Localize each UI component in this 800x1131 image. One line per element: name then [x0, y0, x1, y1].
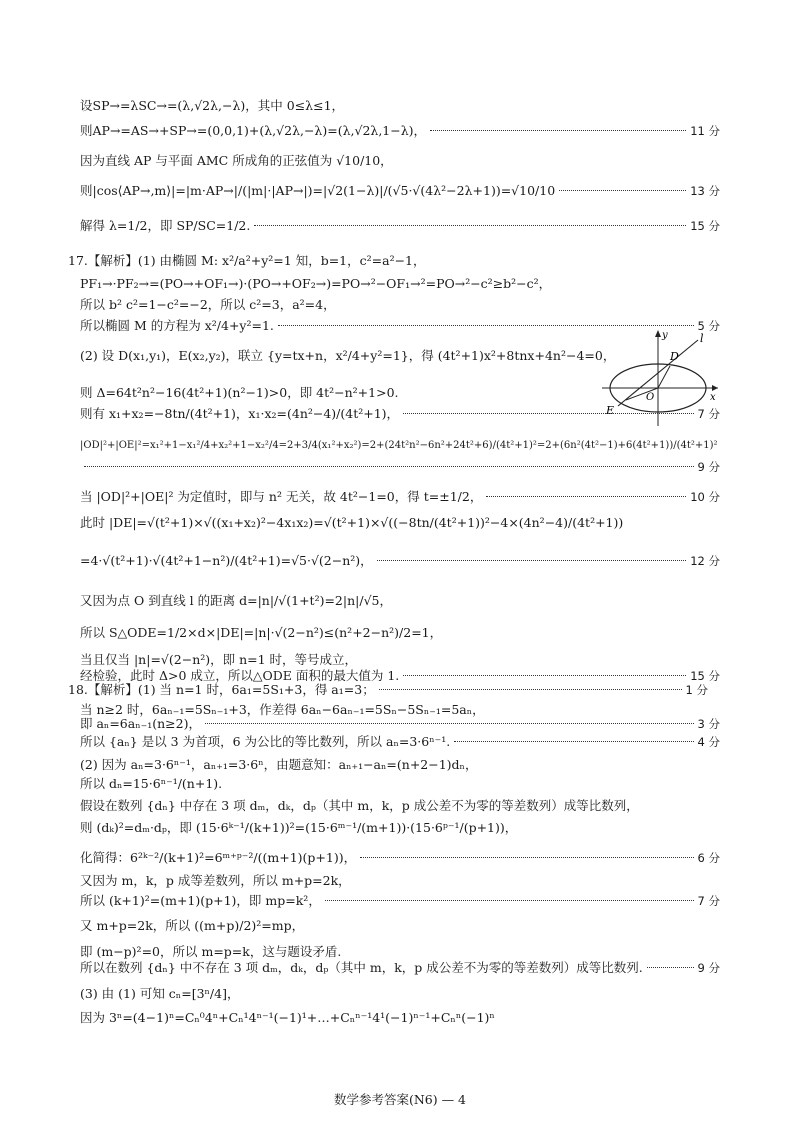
score-mark: 7 分: [697, 894, 720, 908]
label-e: E: [606, 404, 615, 417]
solution-line: [80, 460, 720, 475]
line-text: 所以 {aₙ} 是以 3 为首项，6 为公比的等比数列，所以 aₙ=3·6ⁿ⁻¹.: [80, 734, 451, 749]
line-text: 所以在数列 {dₙ} 中不存在 3 项 dₘ，dₖ，dₚ（其中 m，k，p 成公差不为零的等差数列）成等比数列.: [80, 960, 643, 975]
line-text: 18.【解析】(1) 当 n=1 时，6a₁=5S₁+3，得 a₁=3；: [68, 682, 375, 697]
line-text: 当 |OD|²+|OE|² 为定值时，即与 n² 无关，故 4t²−1=0，得 t=±1/2，: [80, 489, 483, 504]
line-text: 所以 S△ODE=1/2×d×|DE|=|n|·√(2−n²)≤(n²+2−n²)/2=1，: [80, 625, 443, 640]
line-text: 经检验，此时 Δ>0 成立，所以△ODE 面积的最大值为 1.: [80, 668, 400, 683]
score-mark: 10 分: [690, 490, 720, 504]
line-text: 即 aₙ=6aₙ₋₁(n≥2)，: [80, 716, 201, 731]
line-text: 假设在数列 {dₙ} 中存在 3 项 dₘ，dₖ，dₚ（其中 m，k，p 成公差不为零的等差数列）成等比数列，: [80, 798, 639, 813]
solution-line: [68, 253, 708, 268]
line-text: 17.【解析】(1) 由椭圆 M: x²/a²+y²=1 知，b=1，c²=a²−1，: [68, 253, 426, 268]
dot-leader: [205, 723, 694, 724]
label-o: O: [646, 392, 655, 403]
solution-line: [80, 850, 720, 866]
solution-line: [80, 153, 720, 168]
dot-leader: [486, 496, 686, 497]
dot-leader: [559, 190, 686, 191]
solution-line: [80, 873, 720, 888]
dot-leader: [360, 857, 693, 858]
solution-line: [80, 123, 720, 139]
score-mark: 15 分: [690, 219, 720, 233]
page-footer: 数学参考答案(N6) — 4: [333, 1092, 467, 1107]
score-mark: 4 分: [697, 735, 720, 749]
solution-line: [80, 960, 720, 976]
solution-line: [80, 798, 720, 813]
line-text: 设SP→=λSC→=(λ,√2λ,−λ)，其中 0≤λ≤1，: [80, 98, 345, 113]
dot-leader: [403, 675, 686, 676]
dot-leader: [430, 130, 686, 131]
segment-od: [658, 366, 670, 388]
line-text: 此时 |DE|=√(t²+1)×√((x₁+x₂)²−4x₁x₂)=√(t²+1)×√((−8tn/(4t²+1))²−4×(4n²−4)/(4t²+1)): [80, 515, 624, 530]
line-text: 又因为点 O 到直线 l 的距离 d=|n|/√(1+t²)=2|n|/√5，: [80, 593, 392, 608]
line-text: (3) 由 (1) 可知 cₙ=[3ⁿ/4]，: [80, 986, 240, 1001]
score-mark: 9 分: [697, 460, 720, 474]
solution-line: [80, 716, 720, 732]
score-mark: 13 分: [690, 184, 720, 198]
dot-leader: [647, 967, 694, 968]
line-text: (2) 设 D(x₁,y₁)，E(x₂,y₂)，联立 {y=tx+n，x²/4+y²=1}，得 (4t²+1)x²+8tnx+4n²−4=0，: [80, 348, 616, 363]
line-text: 所以 (k+1)²=(m+1)(p+1)，即 mp=k²，: [80, 893, 321, 908]
line-text: 则 Δ=64t²n²−16(4t²+1)(n²−1)>0，即 4t²−n²+1>0.: [80, 385, 399, 400]
solution-line: [80, 1010, 720, 1025]
dot-leader: [379, 689, 682, 690]
y-axis-arrow: [655, 330, 661, 337]
solution-line: [80, 553, 720, 569]
line-text: 化简得：6²ᵏ⁻²/(k+1)²=6ᵐ⁺ᵖ⁻²/((m+1)(p+1))，: [80, 850, 357, 865]
solution-line: [80, 297, 720, 312]
line-text: 因为直线 AP 与平面 AMC 所成角的正弦值为 √10/10，: [80, 153, 393, 168]
score-mark: 7 分: [697, 407, 720, 421]
solution-line: [80, 757, 720, 772]
score-mark: 1 分: [685, 683, 708, 697]
score-mark: 3 分: [697, 717, 720, 731]
line-text: 则 (dₖ)²=dₘ·dₚ，即 (15·6ᵏ⁻¹/(k+1))²=(15·6ᵐ⁻¹/(m+1))·(15·6ᵖ⁻¹/(p+1))，: [80, 820, 518, 835]
line-text: =4·√(t²+1)·√(4t²+1−n²)/(4t²+1)=√5·√(2−n²)，: [80, 553, 373, 568]
line-text: 则AP→=AS→+SP→=(0,0,1)+(λ,√2λ,−λ)=(λ,√2λ,1−λ)，: [80, 123, 427, 138]
line-text: 又因为 m，k，p 成等差数列，所以 m+p=2k，: [80, 873, 351, 888]
line-text: 解得 λ=1/2，即 SP/SC=1/2.: [80, 218, 251, 233]
x-axis-arrow: [712, 385, 718, 391]
line-text: 即 (m−p)²=0，所以 m=p=k，这与题设矛盾.: [80, 944, 342, 959]
label-d: D: [670, 350, 679, 363]
dot-leader: [278, 325, 694, 326]
dot-leader: [377, 560, 687, 561]
solution-line: [80, 438, 720, 453]
dot-leader: [454, 741, 693, 742]
line-text: 当且仅当 |n|=√(2−n²)，即 n=1 时，等号成立，: [80, 652, 358, 667]
label-l: l: [700, 332, 704, 345]
score-mark: 6 分: [697, 851, 720, 865]
score-mark: 15 分: [690, 669, 720, 683]
line-text: 所以 dₙ=15·6ⁿ⁻¹/(n+1).: [80, 776, 223, 791]
solution-line: [80, 515, 720, 530]
solution-line: [80, 820, 720, 835]
solution-line: [80, 625, 720, 640]
solution-line: [80, 489, 720, 505]
solution-line: [68, 682, 708, 698]
solution-line: [80, 893, 720, 909]
line-text: 当 n≥2 时，6aₙ₋₁=5Sₙ₋₁+3，作差得 6aₙ−6aₙ₋₁=5Sₙ−5Sₙ₋₁=5aₙ，: [80, 702, 485, 717]
solution-line: [80, 986, 720, 1001]
solution-line: [80, 918, 720, 933]
score-mark: 9 分: [697, 961, 720, 975]
line-text: 所以 b² c²=1−c²=−2，所以 c²=3，a²=4，: [80, 297, 336, 312]
line-text: 因为 3ⁿ=(4−1)ⁿ=Cₙ⁰4ⁿ+Cₙ¹4ⁿ⁻¹(−1)¹+…+Cₙⁿ⁻¹4¹(−1)ⁿ⁻¹+Cₙⁿ(−1)ⁿ: [80, 1010, 495, 1025]
label-y: y: [662, 330, 668, 341]
solution-line: [80, 776, 720, 791]
line-text: (2) 因为 aₙ=3·6ⁿ⁻¹，aₙ₊₁=3·6ⁿ，由题意知：aₙ₊₁−aₙ=(n+2−1)dₙ，: [80, 757, 478, 772]
score-mark: 12 分: [690, 554, 720, 568]
line-text: PF₁→·PF₂→=(PO→+OF₁→)·(PO→+OF₂→)=PO→²−OF₁→²=PO→²−c²≥b²−c²，: [80, 276, 552, 291]
score-mark: 11 分: [690, 124, 720, 138]
solution-line: [80, 183, 720, 199]
dot-leader: [325, 900, 694, 901]
solution-line: [80, 702, 720, 717]
solution-line: [80, 652, 720, 667]
line-text: |OD|²+|OE|²=x₁²+1−x₁²/4+x₂²+1−x₂²/4=2+3/4(x₁²+x₂²)=2+(24t²n²−6n²+24t²+6)/(4t²+1)²=2+(6n²(4t²−1)+6(4t²+1))/(4t²+1)²: [80, 440, 718, 451]
score-mark: 5 分: [697, 319, 720, 333]
solution-line: [80, 944, 720, 959]
line-text: 所以椭圆 M 的方程为 x²/4+y²=1.: [80, 318, 274, 333]
line-text: 又 m+p=2k，所以 ((m+p)/2)²=mp，: [80, 918, 305, 933]
solution-line: [80, 98, 720, 113]
solution-line: [80, 276, 720, 291]
solution-line: [80, 593, 720, 608]
solution-line: [80, 734, 720, 750]
solution-line: [80, 218, 720, 234]
line-text: 则|cos⟨AP→,m⟩|=|m·AP→|/(|m|·|AP→|)=|√2(1−λ)|/(√5·√(4λ²−2λ+1))=√10/10: [80, 183, 556, 198]
ellipse-figure: [600, 328, 720, 428]
label-x: x: [710, 392, 716, 403]
dot-leader: [84, 466, 694, 467]
dot-leader: [254, 225, 686, 226]
line-text: 则有 x₁+x₂=−8tn/(4t²+1)，x₁·x₂=(4n²−4)/(4t²+1)，: [80, 406, 400, 421]
